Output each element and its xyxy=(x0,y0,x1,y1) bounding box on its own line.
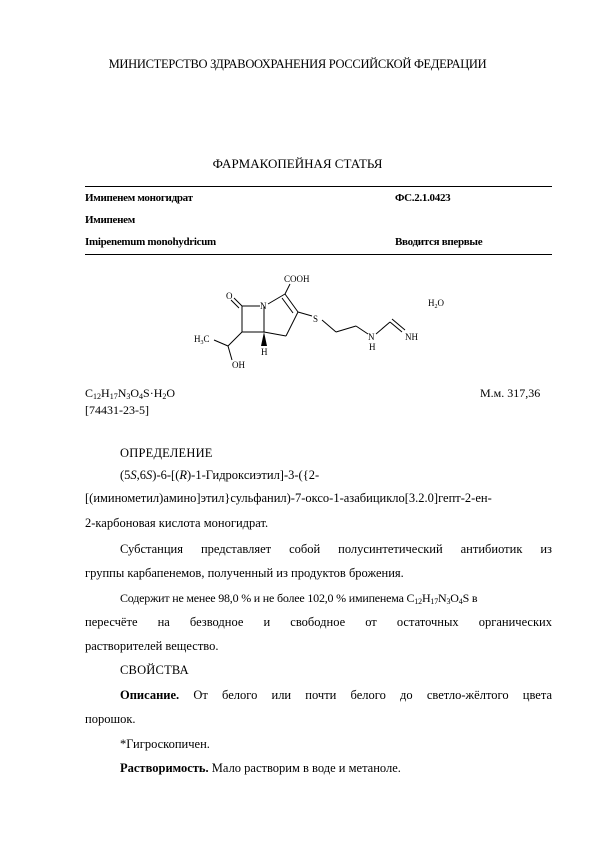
bond xyxy=(228,332,242,346)
ring-h-label: H xyxy=(261,347,268,357)
content-line-2: пересчёте на безводное и свободное от остаточных органических xyxy=(85,615,552,629)
amine-h-label: H xyxy=(369,342,376,352)
article-status: Вводится впервые xyxy=(395,236,483,248)
bond xyxy=(282,298,293,313)
solubility-label: Растворимость. xyxy=(120,761,209,775)
hygroscopic-note: *Гигроскопичен. xyxy=(120,737,210,751)
header-top-rule xyxy=(85,186,552,187)
article-latin-row xyxy=(85,236,552,248)
ministry-header: МИНИСТЕРСТВО ЗДРАВООХРАНЕНИЯ РОССИЙСКОЙ ФЕДЕРАЦИИ xyxy=(108,57,487,71)
description-label: Описание. xyxy=(120,688,180,702)
wedge-bond xyxy=(261,332,267,346)
methyl-label: $H_3C$ xyxy=(194,334,210,346)
bond xyxy=(322,320,336,332)
carbonyl-o-label: O xyxy=(226,291,233,301)
molecular-mass: М.м. 317,36 xyxy=(480,386,541,400)
molecular-formula: $C_{12}H_{17}N_3O_4S\cdot H_2O$ xyxy=(85,386,176,401)
bond xyxy=(286,312,298,336)
bond xyxy=(285,294,298,312)
bond xyxy=(356,326,368,334)
bond xyxy=(228,346,232,360)
document-type-title: ФАРМАКОПЕЙНАЯ СТАТЬЯ xyxy=(212,156,383,171)
water-label: $H_2O$ xyxy=(428,298,444,310)
substance-line-1: Субстанция представляет собой полусинтетический антибиотик из xyxy=(120,542,552,556)
bond xyxy=(264,332,286,336)
solubility-line: Растворимость. Мало растворим в воде и метаноле. xyxy=(120,761,401,775)
amine-n-label: N xyxy=(368,332,375,342)
description-line-1: Описание. От белого или почти белого до светло-жёлтого цвета xyxy=(120,688,552,702)
hydroxyl-label: OH xyxy=(232,360,245,370)
article-name-row xyxy=(85,192,552,204)
article-code: ФС.2.1.0423 xyxy=(395,192,451,204)
ring-n-label: N xyxy=(260,301,267,311)
bond xyxy=(390,322,402,332)
definition-title: ОПРЕДЕЛЕНИЕ xyxy=(120,446,213,460)
properties-title: СВОЙСТВА xyxy=(120,663,189,677)
header-bottom-rule xyxy=(85,254,552,255)
bond xyxy=(336,326,356,332)
cooh-label: COOH xyxy=(284,274,310,284)
bond xyxy=(214,340,228,346)
definition-line-3: 2-карбоновая кислота моногидрат. xyxy=(85,516,269,530)
content-line-3: растворителей вещество. xyxy=(85,639,219,653)
article-name-latin: Imipenemum monohydricum xyxy=(85,236,216,248)
article-name-ru: Имипенем моногидрат xyxy=(85,192,193,204)
article-name-short: Имипенем xyxy=(85,214,135,226)
bond xyxy=(392,319,405,330)
definition-line-1: (5S,6S)-6-[(R)-1-Гидроксиэтил]-3-({2- xyxy=(120,468,320,482)
structural-formula xyxy=(180,270,480,380)
cas-number: [74431-23-5] xyxy=(85,403,149,417)
sulfur-label: S xyxy=(313,314,319,324)
article-short-name-row xyxy=(85,214,552,226)
bond xyxy=(298,312,312,316)
content-line-1: Содержит не менее 98,0 % и не более 102,0 % имипенема $C_{12}H_{17}N_3O_4S$ в xyxy=(120,591,478,606)
imine-nh-label: NH xyxy=(405,332,418,342)
bond xyxy=(376,322,390,334)
description-line-2: порошок. xyxy=(85,712,136,726)
bond xyxy=(285,284,290,294)
substance-line-2: группы карбапенемов, полученный из продуктов брожения. xyxy=(85,566,404,580)
definition-line-2: [(иминометил)амино]этил}сульфанил)-7-оксо-1-азабицикло[3.2.0]гепт-2-ен- xyxy=(85,491,492,505)
